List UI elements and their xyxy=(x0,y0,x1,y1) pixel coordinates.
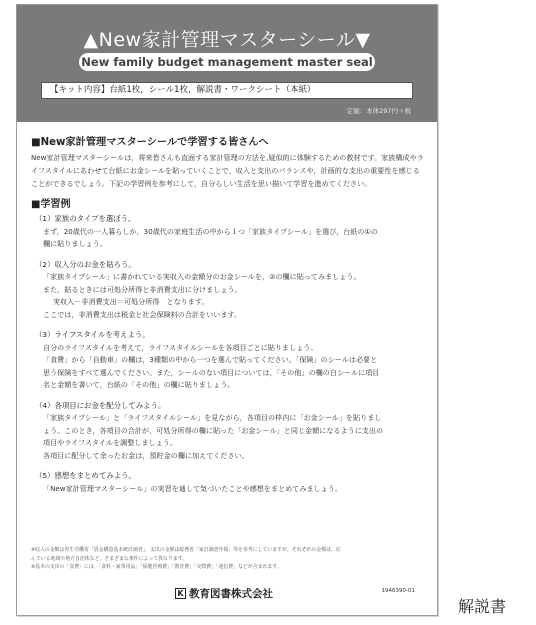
side-label: 解説書 xyxy=(458,597,507,616)
section-line: ょう。このとき，各項目の合計が，可処分所得の欄に貼った「お金シール」と同じ金額になるように支出の xyxy=(43,425,384,435)
example-section xyxy=(31,329,425,392)
product-title: ▲New家計管理マスターシール▼ xyxy=(83,29,371,51)
section-title: （3）ライフスタイルを考えよう。 xyxy=(35,330,150,340)
footnote: んでいる地域や地方自治体など，さまざまな条件によって異なります。 xyxy=(31,555,188,562)
section-line: ここでは，非消費支出は税金と社会保険料の合計をいいます。 xyxy=(43,309,242,319)
section-line: 欄に貼りましょう。 xyxy=(43,239,107,249)
price-label: 定価：本体297円＋税 xyxy=(346,107,411,115)
manual-sheet xyxy=(16,4,438,616)
section-title: （4）各項目にお金を配分してみよう。 xyxy=(35,400,166,410)
publisher-k-icon: K xyxy=(175,588,186,599)
kit-contents: 【キット内容】台紙1枚，シール1枚，解説書・ワークシート（本紙） xyxy=(41,82,413,99)
publisher-logo xyxy=(175,586,273,601)
footnote: ※基本の支出の「食費」には，「食料・家事用品」「保健医療費」「教育費」「交際費」「通信費」などが含まれます。 xyxy=(31,564,282,570)
section-title: （1）家族のタイプを選ぼう。 xyxy=(35,214,136,224)
example-section xyxy=(31,470,425,495)
footnote: ※収入の金額は厚生労働省「賃金構造基本統計調査」，支出の金額は総務省「家計調査年報」等を参考にしていますが，それぞれの金額は，住 xyxy=(31,547,341,553)
intro-heading: ■New家計管理マスターシールで学習する皆さんへ xyxy=(31,137,269,148)
section-title: （2）収入分のお金を貼ろう。 xyxy=(35,259,136,269)
section-line: 「食費」から「自動車」の欄は，3種類の中から一つを選んで貼ってください。「保険」のシールは必要と xyxy=(43,355,378,365)
example-section xyxy=(31,213,425,251)
section-line: 「家族タイプシール」に書かれている実収入の金額分のお金シールを，②の欄に貼ってみましょう。 xyxy=(43,272,361,282)
example-section xyxy=(31,400,425,463)
publisher-name: 教育図書株式会社 xyxy=(189,588,273,600)
section-line: 項目やライフスタイルを調整しましょう。 xyxy=(43,438,177,448)
intro-text: New家計管理マスターシールは，将来皆さんも直面する家計管理の方法を,疑似的に体験するための教材です。家族構成やライフスタイルにあわせて台紙にお金シールを貼っていくことで，収入と支出のバランスや，計画的な支出の重要性を感じることができるでしょう。下記の学習例を参考にして，自分らしい生活を思い描いて学習を進めてください。 xyxy=(31,153,424,188)
product-code: 1946390-01 xyxy=(381,588,415,594)
section-line: また，貼るときには可処分所得と非消費支出に分けましょう。 xyxy=(43,284,242,294)
section-line: 自分のライフスタイルを考えて，ライフスタイルシールを各項目ごとに貼りましょう。 xyxy=(43,342,318,352)
section-line: まず，20歳代の一人暮らしか，30歳代の家庭生活の中から１つ「家族タイプシール」を選び，台紙の①の xyxy=(43,226,378,236)
examples-heading: ■学習例 xyxy=(31,199,71,211)
main-content xyxy=(31,133,425,503)
section-line: 思う保険をすべて選んでください。また，シールのない項目については，「その他」の欄の白シールに項目 xyxy=(43,367,380,377)
section-line: 各項目に配分して余ったお金は，預貯金の欄に加えてください。 xyxy=(43,450,249,460)
section-line: 名と金額を書いて，台紙の「その他」の欄に貼りましょう。 xyxy=(43,380,235,390)
example-section xyxy=(31,259,425,322)
section-line: 「家族タイプシール」と「ライフスタイルシール」を見ながら，各項目の枠内に「お金シール」を貼りまし xyxy=(43,413,382,423)
footnotes xyxy=(31,546,427,572)
section-line: 実収入－非消費支出＝可処分所得 となります。 xyxy=(53,297,209,307)
section-line: 「New家計管理マスターシール」の実習を通して気づいたことや感想をまとめてみましょう。 xyxy=(43,483,342,493)
section-title: （5）感想をまとめてみよう。 xyxy=(35,471,136,481)
product-subtitle: New family budget management master seal xyxy=(79,53,375,71)
header-banner xyxy=(17,5,437,122)
